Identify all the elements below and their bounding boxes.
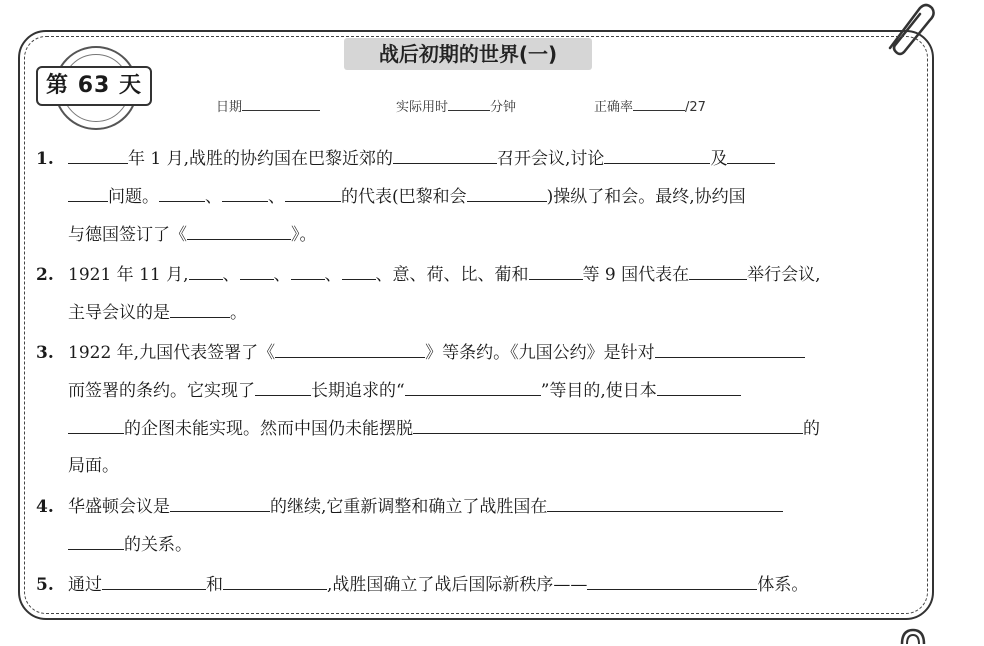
question-text: 的继续,它重新调整和确立了战胜国在 (270, 497, 548, 517)
answer-blank[interactable] (291, 262, 325, 280)
time-label: 实际用时 (396, 100, 449, 115)
question-text: 和 (206, 575, 223, 595)
minute-label: 分钟 (490, 100, 517, 115)
question-text: 》等条约。《九国公约》是针对 (425, 343, 655, 363)
question-number: 5. (36, 575, 54, 595)
answer-blank[interactable] (102, 572, 206, 590)
answer-blank[interactable] (413, 416, 803, 434)
question-text: 的关系。 (124, 535, 192, 555)
question-text: )操纵了和会。最终,协约国 (546, 187, 746, 207)
question-text: 、 (222, 265, 240, 285)
question-text: ,战胜国确立了战后国际新秩序—— (327, 575, 588, 595)
question-text: 、意、荷、比、葡和 (375, 265, 529, 285)
question-number: 3. (36, 343, 54, 363)
answer-blank[interactable] (159, 184, 205, 202)
question-number: 4. (36, 497, 54, 517)
accuracy-label: 正确率 (594, 100, 634, 115)
answer-blank[interactable] (342, 262, 376, 280)
question-text: 等 9 国代表在 (582, 265, 690, 285)
answer-blank[interactable] (255, 378, 311, 396)
answer-blank[interactable] (467, 184, 547, 202)
answer-blank[interactable] (222, 184, 268, 202)
question-text: 、 (205, 187, 222, 207)
question-1-line-2 (68, 184, 746, 207)
answer-blank[interactable] (187, 222, 291, 240)
answer-blank[interactable] (68, 532, 124, 550)
question-1 (36, 146, 775, 169)
question-text: ”等目的,使日本 (540, 381, 657, 401)
accuracy-input[interactable] (633, 96, 685, 111)
question-number: 1. (36, 149, 54, 169)
answer-blank[interactable] (68, 416, 124, 434)
question-text: 召开会议,讨论 (497, 149, 605, 169)
question-3-line-4 (68, 456, 119, 476)
question-text: 局面。 (68, 456, 119, 476)
question-text: 》。 (291, 225, 317, 245)
question-text: 而签署的条约。它实现了 (68, 381, 255, 401)
answer-blank[interactable] (587, 572, 757, 590)
question-text: 及 (710, 149, 728, 169)
question-text: 长期追求的“ (311, 381, 405, 401)
day-label: 第 63 天 (36, 66, 152, 106)
question-3-line-3 (68, 416, 820, 439)
question-4-line-2 (68, 532, 192, 555)
answer-blank[interactable] (68, 184, 108, 202)
question-5 (36, 572, 808, 595)
question-text: 主导会议的是 (68, 303, 170, 323)
question-text: 与德国签订了《 (68, 225, 187, 245)
question-text: 、 (273, 265, 291, 285)
answer-blank[interactable] (529, 262, 583, 280)
answer-blank[interactable] (393, 146, 497, 164)
answer-blank[interactable] (405, 378, 541, 396)
answer-blank[interactable] (655, 340, 805, 358)
time-field (396, 96, 516, 115)
page-title: 战后初期的世界(一) (344, 38, 592, 70)
accuracy-total: /27 (685, 100, 706, 115)
date-field (216, 96, 320, 115)
question-text: 问题。 (108, 187, 159, 207)
question-1-line-3 (68, 222, 317, 245)
time-input[interactable] (448, 96, 490, 111)
question-3-line-2 (68, 378, 741, 401)
question-text: 华盛顿会议是 (68, 497, 170, 517)
answer-blank[interactable] (657, 378, 741, 396)
answer-blank[interactable] (189, 262, 223, 280)
answer-blank[interactable] (727, 146, 775, 164)
question-text: 的企图未能实现。然而中国仍未能摆脱 (124, 419, 413, 439)
accuracy-field (594, 96, 706, 115)
date-input[interactable] (242, 96, 320, 111)
answer-blank[interactable] (240, 262, 274, 280)
question-2 (36, 262, 821, 285)
answer-blank[interactable] (285, 184, 341, 202)
question-text: 的代表(巴黎和会 (341, 187, 467, 207)
date-label: 日期 (216, 100, 243, 115)
answer-blank[interactable] (68, 146, 128, 164)
answer-blank[interactable] (170, 300, 230, 318)
question-2-line-2 (68, 300, 247, 323)
answer-blank[interactable] (547, 494, 783, 512)
question-text: 。 (230, 303, 247, 323)
paper-clip-bottom-icon (898, 626, 928, 646)
answer-blank[interactable] (170, 494, 270, 512)
question-text: 体系。 (757, 575, 809, 595)
question-text: 的 (803, 419, 820, 439)
question-text: 、 (268, 187, 285, 207)
question-text: 1921 年 11 月, (68, 265, 189, 285)
question-text: 、 (324, 265, 342, 285)
question-text: 举行会议, (747, 265, 821, 285)
worksheet-dashed-border (24, 36, 928, 614)
answer-blank[interactable] (275, 340, 425, 358)
question-number: 2. (36, 265, 54, 285)
question-3 (36, 340, 805, 363)
question-text: 年 1 月,战胜的协约国在巴黎近郊的 (128, 149, 394, 169)
answer-blank[interactable] (689, 262, 747, 280)
answer-blank[interactable] (604, 146, 710, 164)
question-text: 通过 (68, 575, 102, 595)
day-badge (36, 46, 156, 130)
question-4 (36, 494, 783, 517)
answer-blank[interactable] (223, 572, 327, 590)
question-text: 1922 年,九国代表签署了《 (68, 343, 276, 363)
